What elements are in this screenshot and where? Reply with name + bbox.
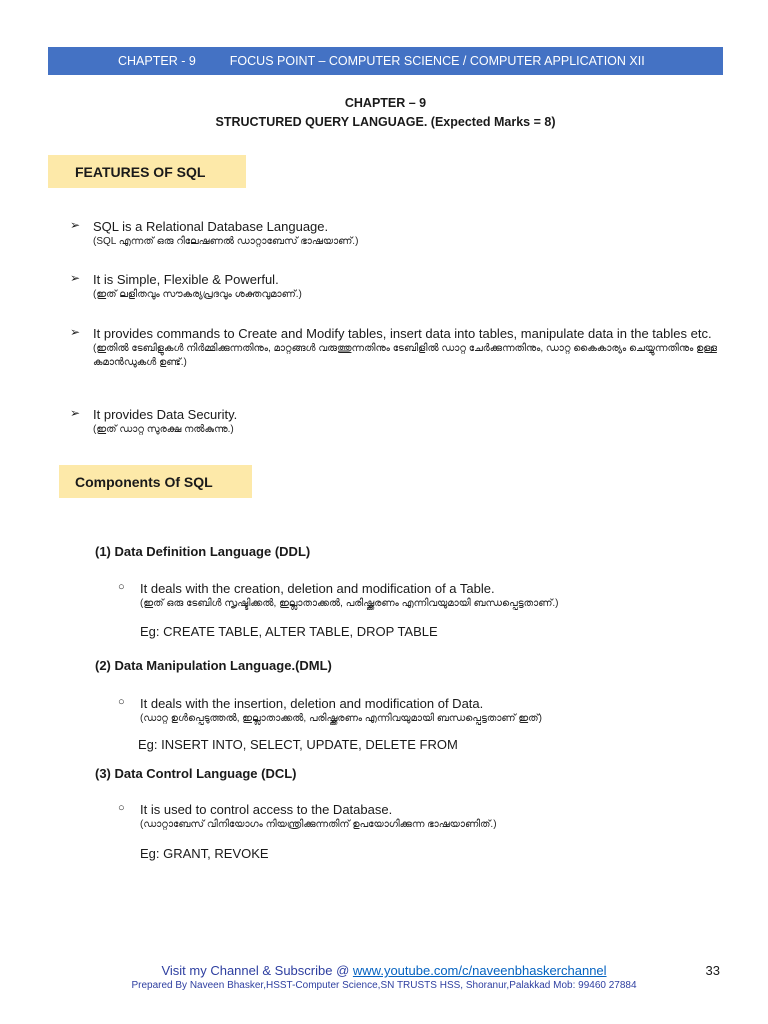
arrow-bullet-icon: ➢ [70, 218, 81, 232]
dcl-description [118, 801, 723, 832]
page-title [48, 94, 723, 132]
dcl-section-title: (3) Data Control Language (DCL) [95, 766, 297, 781]
feature-item [70, 271, 725, 302]
ddl-section-title: (1) Data Definition Language (DDL) [95, 544, 311, 559]
feature-malayalam: (ഇതിൽ ടേബിളുകൾ നിർമ്മിക്കുന്നതിനും, മാറ്റങ്ങൾ വരുത്തുന്നതിനും ടേബിളിൽ ഡാറ്റ ചേർക്കുന്നതിനും, ഡാറ്റ കൈകാര്യം ചെയ്യുന്നതിനും ഉള്ള കമാൻഡുകൾ ഉണ്ട്.) [93, 343, 718, 368]
circle-bullet-icon: ○ [118, 581, 125, 593]
footer-prepared-by: Prepared By Naveen Bhasker,HSST-Computer Science,SN TRUSTS HSS, Shoranur,Palakkad Mob: 99460 27884 [131, 980, 637, 991]
dml-text: It deals with the insertion, deletion and modification of Data. [140, 696, 484, 711]
feature-text: It provides commands to Create and Modify tables, insert data into tables, manipulate data in the tables etc. [93, 326, 712, 341]
feature-item [70, 325, 725, 370]
dml-section-title: (2) Data Manipulation Language.(DML) [95, 658, 332, 673]
ddl-malayalam: (ഇത് ഒരു ടേബിൾ സൃഷ്ടിക്കൽ, ഇല്ലാതാക്കൽ, പരിഷ്ക്കരണം എന്നിവയുമായി ബന്ധപ്പെട്ടതാണ്.) [140, 598, 559, 609]
footer-visit-text: Visit my Channel & Subscribe @ [161, 963, 353, 978]
feature-malayalam: (ഇത് ലളിതവും സൗകര്യപ്രദവും ശക്തവുമാണ്.) [93, 289, 302, 300]
feature-text: It provides Data Security. [93, 407, 238, 422]
arrow-bullet-icon: ➢ [70, 406, 81, 420]
chapter-title: CHAPTER – 9 [344, 96, 427, 110]
chapter-subtitle: STRUCTURED QUERY LANGUAGE. (Expected Marks = 8) [215, 115, 556, 129]
dml-example: Eg: INSERT INTO, SELECT, UPDATE, DELETE FROM [138, 737, 458, 752]
ddl-example: Eg: CREATE TABLE, ALTER TABLE, DROP TABLE [140, 624, 438, 639]
dml-malayalam: (ഡാറ്റ ഉൾപ്പെടുത്തൽ, ഇല്ലാതാക്കൽ, പരിഷ്ക്കരണം എന്നിവയുമായി ബന്ധപ്പെട്ടതാണ് ഇത്) [140, 713, 542, 724]
feature-malayalam: (SQL എന്നത് ഒരു റിലേഷണൽ ഡാറ്റാബേസ് ഭാഷയാണ്.) [93, 236, 359, 247]
dml-description [118, 695, 723, 726]
circle-bullet-icon: ○ [118, 802, 125, 814]
feature-item [70, 406, 725, 437]
feature-text: It is Simple, Flexible & Powerful. [93, 272, 279, 287]
arrow-bullet-icon: ➢ [70, 271, 81, 285]
dcl-example: Eg: GRANT, REVOKE [140, 846, 269, 861]
feature-item [70, 218, 725, 249]
features-heading: FEATURES OF SQL [48, 155, 246, 188]
ddl-description [118, 580, 723, 611]
circle-bullet-icon: ○ [118, 696, 125, 708]
feature-text: SQL is a Relational Database Language. [93, 219, 329, 234]
feature-malayalam: (ഇത് ഡാറ്റ സുരക്ഷ നൽകുന്നു.) [93, 424, 234, 435]
header-bar [48, 47, 723, 75]
arrow-bullet-icon: ➢ [70, 325, 81, 339]
ddl-text: It deals with the creation, deletion and modification of a Table. [140, 581, 495, 596]
footer-visit-line [0, 963, 768, 978]
channel-link[interactable]: www.youtube.com/c/naveenbhaskerchannel [352, 963, 607, 978]
header-focus-point: FOCUS POINT – COMPUTER SCIENCE / COMPUTER APPLICATION XII [229, 54, 645, 68]
page-number: 33 [705, 963, 720, 978]
components-heading: Components Of SQL [59, 465, 252, 498]
header-chapter: CHAPTER - 9 [118, 54, 196, 68]
dcl-malayalam: (ഡാറ്റാബേസ് വിനിയോഗം നിയന്ത്രിക്കുന്നതിന് ഉപയോഗിക്കുന്ന ഭാഷയാണിത്.) [140, 819, 497, 830]
dcl-text: It is used to control access to the Database. [140, 802, 393, 817]
